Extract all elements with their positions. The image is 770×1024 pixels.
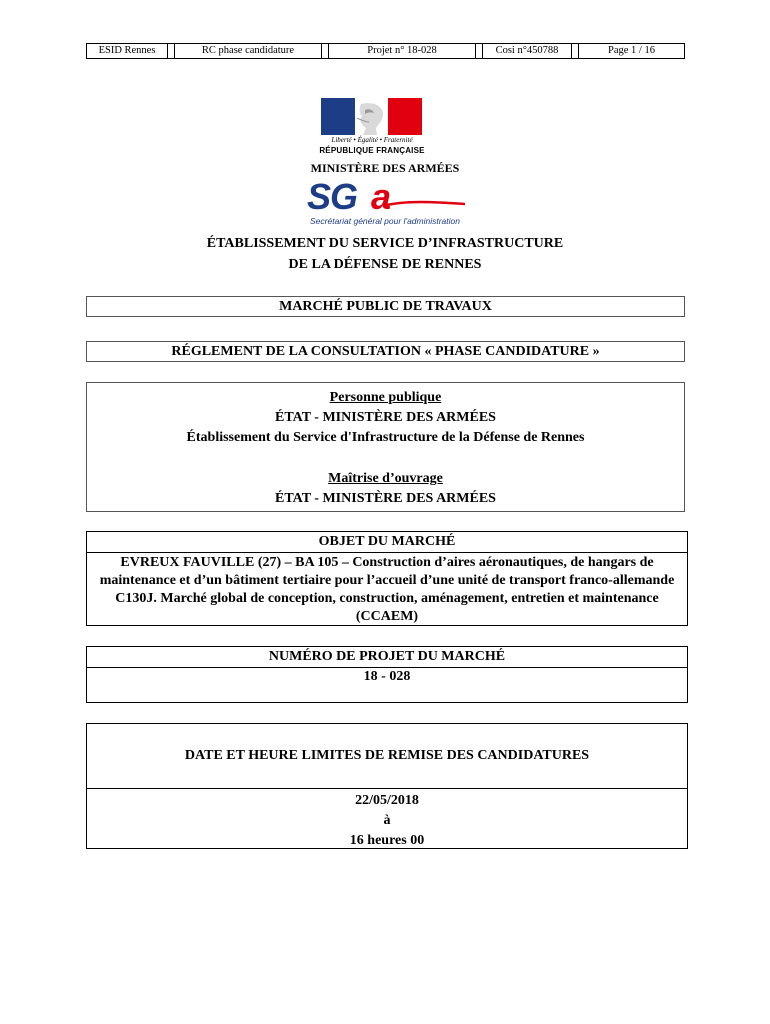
- marianne-logo: [321, 98, 422, 135]
- project-owner-label: Maîtrise d’ouvrage: [328, 471, 443, 486]
- project-owner-name: ÉTAT - MINISTÈRE DES ARMÉES: [275, 491, 496, 506]
- contract-type-title: MARCHÉ PUBLIC DE TRAVAUX: [279, 299, 492, 314]
- svg-text:SG: SG: [307, 178, 358, 214]
- establishment-title: [100, 233, 670, 275]
- deadline-date: 22/05/2018: [355, 793, 419, 808]
- header-project-number: Projet n° 18-028: [329, 44, 476, 58]
- svg-text:a: a: [371, 178, 392, 214]
- public-entity-label: Personne publique: [329, 390, 442, 405]
- sga-logo: [305, 178, 467, 214]
- project-number-value: 18 - 028: [363, 669, 411, 684]
- project-number-label: NUMÉRO DE PROJET DU MARCHÉ: [87, 647, 687, 668]
- header-document: RC phase candidature: [175, 44, 322, 58]
- establishment-title-line1: ÉTABLISSEMENT DU SERVICE D’INFRASTRUCTURE: [206, 236, 564, 251]
- consultation-rules-title: RÉGLEMENT DE LA CONSULTATION « PHASE CANDIDATURE »: [171, 344, 600, 359]
- contract-subject-box: [86, 531, 688, 626]
- deadline-time: 16 heures 00: [349, 833, 425, 848]
- republic-name: RÉPUBLIQUE FRANÇAISE: [319, 146, 425, 155]
- deadline-values: [87, 789, 687, 851]
- contract-type-box: [86, 296, 685, 317]
- deadline-label: DATE ET HEURE LIMITES DE REMISE DES CANDIDATURES: [87, 724, 687, 789]
- project-number-box: [86, 646, 688, 703]
- contracting-authority-box: [86, 382, 685, 512]
- public-entity-establishment: Établissement du Service d'Infrastructure de la Défense de Rennes: [186, 430, 585, 445]
- sga-subtitle: Secrétariat général pour l'administration: [310, 216, 460, 226]
- deadline-a: à: [383, 813, 391, 828]
- consultation-rules-box: [86, 341, 685, 362]
- header-cosi-number: Cosi n°450788: [483, 44, 572, 58]
- header-page-number: Page 1 / 16: [579, 44, 685, 58]
- establishment-title-line2: DE LA DÉFENSE DE RENNES: [288, 257, 482, 272]
- contract-subject-text: EVREUX FAUVILLE (27) – BA 105 – Construction d’aires aéronautiques, de hangars de maintenance et d’un bâtiment tertiaire pour l’accueil d’une unité de transport franco-allemande C130J. Marché global de conception, construction, aménagement, entretien et maintenance (CCAEM): [99, 555, 675, 624]
- ministry-name: MINISTÈRE DES ARMÉES: [310, 161, 460, 175]
- page-header: [86, 43, 685, 59]
- header-organization: ESID Rennes: [86, 44, 168, 58]
- public-entity-name: ÉTAT - MINISTÈRE DES ARMÉES: [275, 410, 496, 425]
- deadline-box: [86, 723, 688, 849]
- contract-subject-label: OBJET DU MARCHÉ: [87, 532, 687, 553]
- republic-motto: Liberté • Égalité • Fraternité: [331, 136, 413, 144]
